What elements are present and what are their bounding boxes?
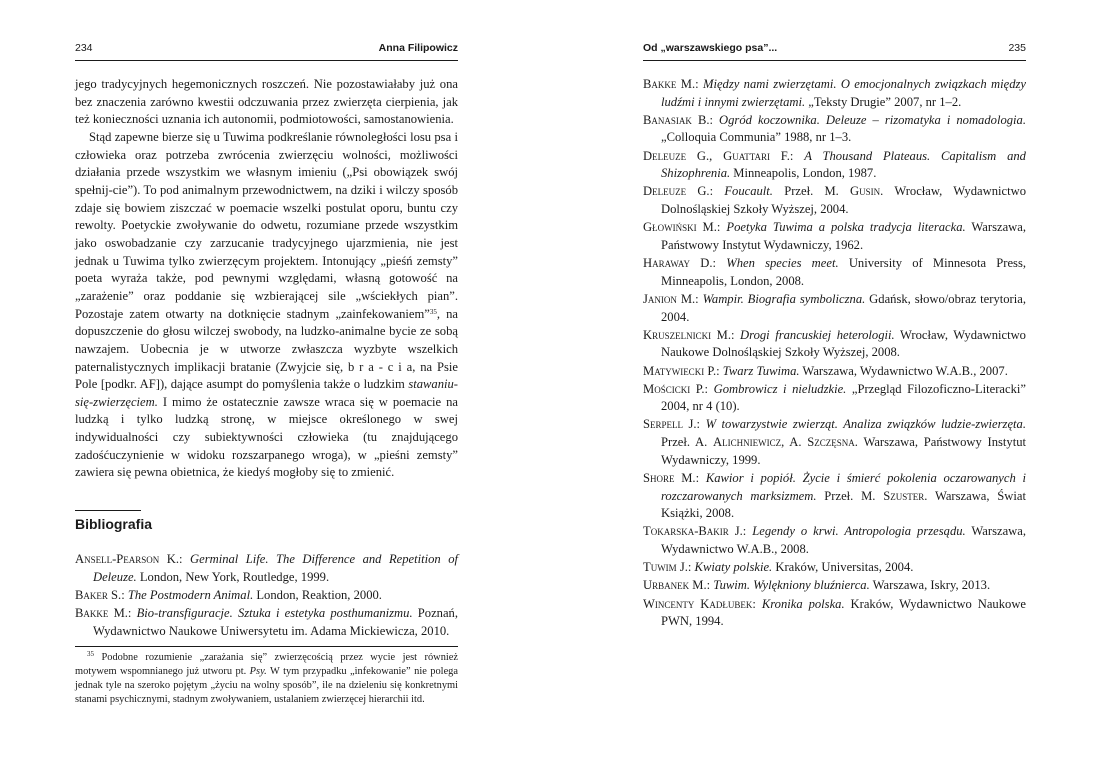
- bib-author: Deleuze: [643, 184, 687, 199]
- bib-title: Tuwim. Wylękniony bluźnierca.: [713, 578, 870, 593]
- bib-publication: . Warszawa, Świat Książki, 2008.: [661, 488, 1026, 521]
- bib-title: A Thousand Plateaus. Capitalism and Shizophrenia.: [661, 148, 1026, 181]
- bib-author: Janion: [643, 291, 677, 306]
- bib-author: Banasiak: [643, 112, 692, 127]
- paragraph-2-part-2: , na dopuszczenie do głosu wilczej swobody, na ludzko-animalne bycie ze sobą nawzajem. Uobecnia je w utworze zwłaszcza wyzbyte wszelkich paternalistycznych implikacji bratanie (Zwyjcie się,: [75, 306, 459, 374]
- bib-author: Haraway: [643, 256, 691, 271]
- footnote-italic: Psy.: [249, 666, 267, 678]
- bib-publication: Gdańsk, słowo/obraz terytoria, 2004.: [661, 291, 1026, 324]
- bib-title: Drogi francuskiej heterologii.: [740, 327, 895, 342]
- bib-author: Tuwim: [643, 560, 677, 575]
- bib-publication: „Colloquia Communia” 1988, nr 1–3.: [661, 130, 852, 145]
- bib-initial: J.:: [683, 417, 706, 432]
- bib-entry: [643, 255, 1026, 290]
- bib-initial: G.:: [686, 184, 725, 199]
- bib-publication: Przeł. M.: [816, 488, 884, 503]
- bib-publication: Przeł. M.: [772, 184, 851, 199]
- bib-author: Baker: [75, 587, 108, 602]
- bib-publication: Warszawa, Iskry, 2013.: [869, 578, 991, 593]
- bibliography-left: [75, 551, 458, 641]
- footnote-ref-35[interactable]: 35: [429, 307, 437, 316]
- header-rule-right: [643, 60, 1026, 61]
- paragraph-2: [75, 129, 458, 482]
- bib-entry: [643, 363, 1026, 381]
- bib-initial: F.:: [769, 148, 805, 163]
- bib-initial: S.:: [107, 587, 128, 602]
- footnote-number: 35: [87, 650, 94, 658]
- bib-author: Głowiński: [643, 220, 697, 235]
- bib-initial: J.:: [676, 560, 695, 575]
- bib-author: Mościcki: [643, 381, 691, 396]
- bib-entry: [643, 596, 1026, 631]
- bib-publication: , A.: [781, 435, 808, 450]
- bib-translator: Alichniewicz: [713, 435, 782, 450]
- bib-title: Bio-transfiguracje. Sztuka i estetyka posthumanizmu.: [136, 605, 413, 620]
- bib-initial: M.:: [696, 220, 727, 235]
- bib-entry: [643, 327, 1026, 362]
- italic-phrase: stawaniu-się-zwierzęciem.: [75, 377, 458, 409]
- bib-entry: [643, 219, 1026, 254]
- bib-author: Serpell: [643, 417, 684, 432]
- chapter-running-head: Od „warszawskiego psa”...: [643, 42, 778, 54]
- bib-author: Guattari: [723, 148, 770, 163]
- bib-author: Deleuze: [643, 148, 687, 163]
- bib-publication: . Wrocław, Wydawnictwo Dolnośląskiej Szkoły Wyższej, 2004.: [661, 184, 1026, 217]
- bib-author: Ansell-Pearson: [75, 552, 160, 566]
- bib-initial: P.:: [690, 381, 714, 396]
- author-running-head: Anna Filipowicz: [378, 42, 458, 54]
- bib-entry: [643, 416, 1026, 469]
- paragraph-1: jego tradycyjnych hegemonicznych roszczeń. Nie pozostawiałaby już ona bez znaczenia zarówno kwestii odczuwania przez zwierzęta cierpienia, jak też konieczności uznania ich autonomii, podmiotowości, samostanowienia.: [75, 77, 458, 127]
- paragraph-2-part-4: I mimo że ostatecznie zawsze wraca się w poemacie na ludzką i tylko ludzką stronę, w miejsce określonego w swej indywidualności czy subiektywności człowieka (tu znajdującego zadośćuczynienie w widoku rozszarpanego wroga), w „pieśni zemsty” zawiera się pewna obietnica, że kiedyś mogłoby się to zmienić.: [75, 394, 458, 480]
- bib-initial: G.,: [686, 148, 724, 163]
- bib-initial: P.:: [704, 363, 723, 378]
- bib-publication: Kraków, Wydawnictwo Naukowe PWN, 1994.: [661, 596, 1027, 629]
- bib-publication: Minneapolis, London, 1987.: [730, 166, 877, 181]
- bib-title: Kawior i popiół. Życie i śmierć pokolenia oczarowanych i rozczarowanych marksizmem.: [661, 470, 1026, 503]
- bib-title: Legendy o krwi. Antropologia przesądu.: [752, 524, 966, 539]
- bib-entry: [643, 291, 1026, 326]
- bib-publication: Warszawa, Wydawnictwo W.A.B., 2007.: [799, 363, 1008, 378]
- bib-entry: [643, 183, 1026, 218]
- bib-entry: [75, 551, 458, 586]
- page-number-right: 235: [1008, 42, 1026, 54]
- bib-entry: [643, 112, 1026, 147]
- bib-title: When species meet.: [726, 256, 839, 271]
- bib-entry: [75, 587, 458, 605]
- bib-entry: [643, 559, 1026, 577]
- bib-publication: Warszawa, Państwowy Instytut Wydawniczy, 1962.: [661, 220, 1026, 252]
- left-body-text: [75, 76, 458, 482]
- spaced-word: b r a - c i a: [348, 359, 413, 374]
- bib-title: Kronika polska.: [761, 596, 845, 611]
- bib-entry: [643, 470, 1026, 523]
- bib-publication: London, Reaktion, 2000.: [253, 587, 382, 602]
- bib-publication: Wrocław, Wydawnictwo Naukowe Dolnośląskiej Szkoły Wyższej, 2008.: [661, 327, 1026, 360]
- bib-entry: [643, 523, 1026, 558]
- bib-author: Bakke: [75, 605, 109, 620]
- bib-title: The Postmodern Animal.: [127, 587, 254, 602]
- bib-title: W towarzystwie zwierząt. Analiza związków ludzie-zwierzęta.: [705, 417, 1026, 432]
- footnote-text-b: W tym przypadku „infekowanie” nie polega jednak tyle na szeroko pojętym „życiu na wolny sposób”, ile na dzieleniu się konkretnymi stanami psychicznymi, stadnym zwoływaniem, ustalaniem zwierzęcej hierarchii itd.: [75, 666, 458, 706]
- bib-author: Tokarska-Bakir: [643, 524, 729, 539]
- bib-initial: M.:: [676, 291, 703, 306]
- paragraph-2-part-3: , na Psie Pole [podkr. AF]), dające asumpt do pomyślenia także o ludzkim: [75, 359, 458, 392]
- bib-author: Shore: [643, 470, 675, 485]
- bib-publication: „Przegląd Filozoficzno-Literacki” 2004, nr 4 (10).: [661, 381, 1026, 414]
- bib-title: Foucault.: [724, 184, 773, 199]
- bib-entry: [643, 577, 1026, 595]
- bib-translator: Szczęsna: [807, 435, 855, 450]
- bib-title: Poetyka Tuwima a polska tradycja literacka.: [726, 220, 966, 235]
- footnote-rule: [75, 646, 458, 647]
- paragraph-2-part-1: Stąd zapewne bierze się u Tuwima podkreślanie równoległości losu psa i człowieka oraz potrzeba zwrócenia zwierzęciu wolności, możliwości działania przede wszystkim we własnym imieniu („Psi obowiązek swój spełnij-cie”). To pod animalnym przewodnictwem, na dziki i wilczy sposób zdaje się bowiem ziszczać w poemacie wszelki postulat oporu, buntu czy rewolty. Poetyckie zwoływanie do odwetu, rozumiane przede wszystkim jako oswobadzanie czy zarzucanie tradycyjnego ujarzmienia, nie jest jednak u Tuwima tylko zwierzęcym projektem. Intonujący „pieśń zemsty” poeta wyraża także, pod pewnymi względami, własną gotowość na „zarażenie” oraz poddanie się wzbierającej sile „wściekłych pian”. Pozostaje zatem otwarty na dotknięcie stadnym „zainfekowaniem”: [75, 129, 458, 321]
- bib-publication: Warszawa, Wydawnictwo W.A.B., 2008.: [661, 524, 1026, 557]
- footnote-text-a: Podobne rozumienie „zarażania się” zwierzęcością przez wycie jest również motywem wspomnianego już utworu pt.: [75, 652, 458, 678]
- footnote-35: [75, 651, 458, 707]
- bib-initial: M.:: [676, 77, 703, 91]
- bib-initial: B.:: [691, 112, 720, 127]
- page-number-left: 234: [75, 42, 93, 54]
- bib-author: Urbanek: [643, 578, 690, 593]
- bib-initial: M.:: [674, 470, 706, 485]
- bib-publication: Kraków, Universitas, 2004.: [772, 560, 914, 575]
- bib-translator: Gusin: [850, 184, 881, 199]
- right-page: [643, 0, 1026, 771]
- bib-author: Kruszelnicki: [643, 327, 712, 342]
- section-separator: [75, 510, 141, 511]
- bib-author: Bakke: [643, 77, 677, 91]
- bib-entry: [643, 148, 1026, 183]
- bib-title: Twarz Tuwima.: [722, 363, 800, 378]
- bib-publication: Poznań, Wydawnictwo Naukowe Uniwersytetu im. Adama Mickiewicza, 2010.: [93, 605, 458, 638]
- bib-author: Wincenty Kadłubek: [643, 596, 753, 611]
- bib-initial: K.:: [159, 552, 191, 566]
- bib-title: Germinal Life. The Difference and Repetition of Deleuze.: [93, 552, 459, 584]
- header-rule-left: [75, 60, 458, 61]
- left-page: [75, 0, 458, 771]
- bib-author: Matywiecki: [643, 363, 705, 378]
- bib-initial: :: [752, 596, 762, 611]
- bib-initial: D.:: [690, 256, 727, 271]
- bib-publication: „Teksty Drugie” 2007, nr 1–2.: [805, 94, 962, 109]
- bib-entry: [643, 381, 1026, 416]
- bib-title: Ogród koczownika. Deleuze – rizomatyka i nomadologia.: [719, 112, 1026, 127]
- bibliography-heading: Bibliografia: [75, 516, 153, 532]
- bib-publication: University of Minnesota Press, Minneapolis, London, 2008.: [661, 256, 1027, 288]
- bib-title: Wampir. Biografia symboliczna.: [702, 291, 866, 306]
- bib-initial: M.:: [689, 578, 714, 593]
- bib-publication: Przeł. A.: [661, 435, 714, 450]
- bib-initial: J.:: [728, 524, 753, 539]
- right-running-head: [643, 42, 1026, 58]
- bib-title: Między nami zwierzętami. O emocjonalnych związkach między ludźmi i innymi zwierzętami.: [661, 77, 1026, 109]
- bibliography-right: [643, 76, 1026, 631]
- bib-publication: London, New York, Routledge, 1999.: [136, 569, 330, 584]
- bib-initial: M.:: [108, 605, 137, 620]
- bib-translator: Szuster: [883, 488, 925, 503]
- bib-entry: [643, 76, 1026, 111]
- bib-publication: . Warszawa, Państwowy Instytut Wydawniczy, 1999.: [661, 435, 1027, 467]
- bib-title: Gombrowicz i nieludzkie.: [713, 381, 847, 396]
- bib-initial: M.:: [711, 327, 741, 342]
- bib-title: Kwiaty polskie.: [694, 560, 773, 575]
- left-running-head: [75, 42, 458, 58]
- bib-entry: [75, 605, 458, 640]
